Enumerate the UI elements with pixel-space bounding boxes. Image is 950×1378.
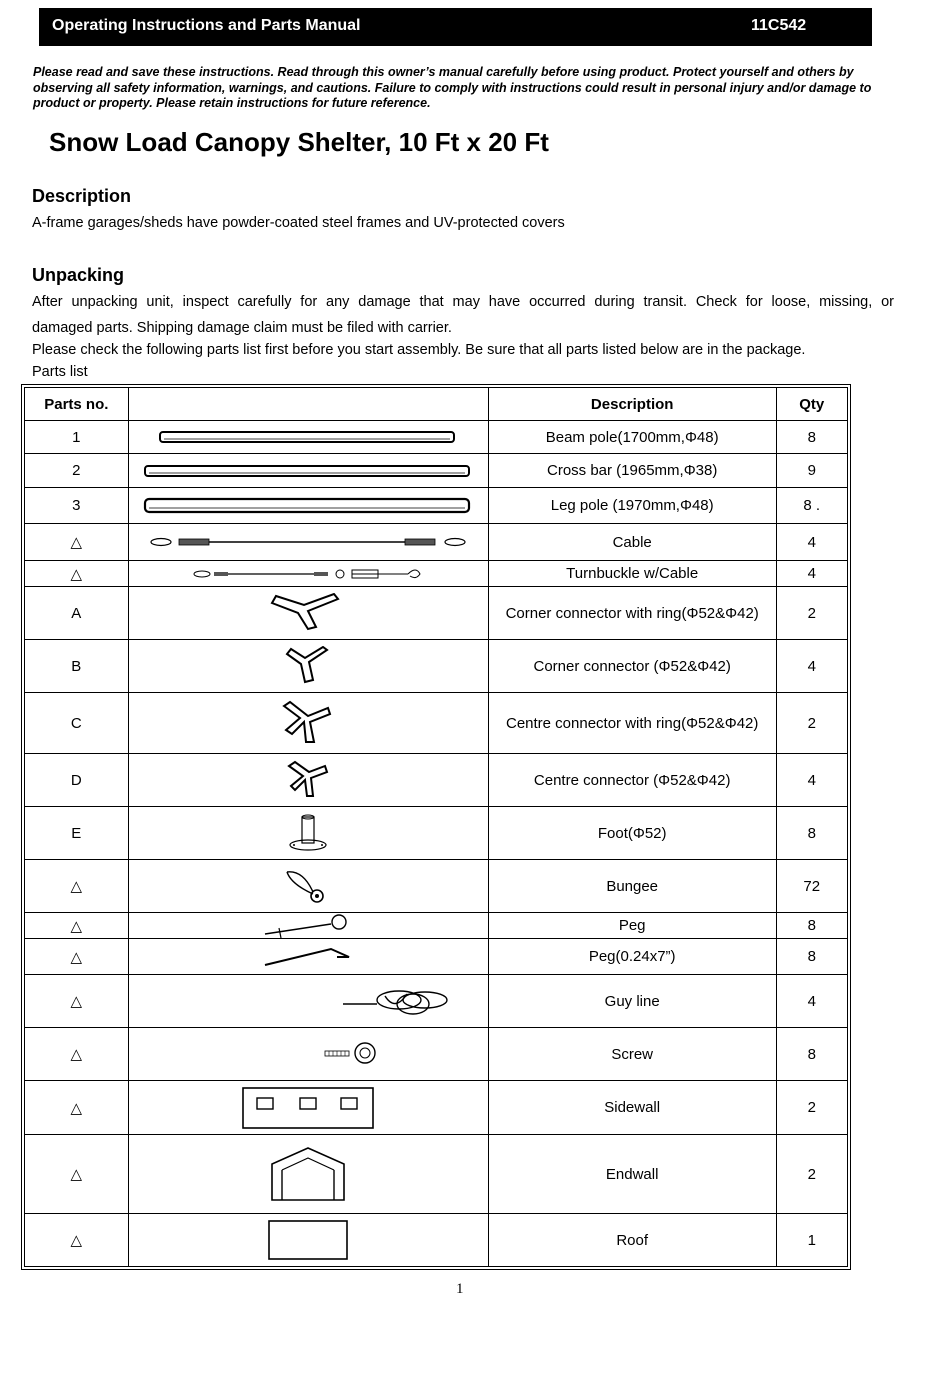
part-qty: 8 <box>776 421 847 454</box>
part-qty: 8 <box>776 1028 847 1081</box>
header-description: Description <box>488 388 776 421</box>
centre-connector-icon <box>285 760 331 800</box>
part-description: Centre connector (Φ52&Φ42) <box>488 754 776 807</box>
part-no: △ <box>25 913 129 939</box>
table-row <box>25 939 848 975</box>
endwall-icon <box>268 1144 348 1204</box>
part-description: Peg(0.24x7”) <box>488 939 776 975</box>
part-no: B <box>25 640 129 693</box>
table-row <box>25 1081 848 1135</box>
table-row <box>25 524 848 561</box>
part-qty: 8 <box>776 939 847 975</box>
table-row <box>25 807 848 860</box>
bungee-icon <box>283 866 333 906</box>
beam-pole-icon <box>158 428 458 446</box>
guy-line-icon <box>163 984 453 1018</box>
page-number: 1 <box>456 1281 464 1297</box>
parts-list-label: Parts list <box>32 364 88 380</box>
part-qty: 8 . <box>776 488 847 524</box>
unpacking-line-2: damaged parts. Shipping damage claim must be filed with carrier. <box>32 320 452 336</box>
part-no: △ <box>25 975 129 1028</box>
part-description: Leg pole (1970mm,Φ48) <box>488 488 776 524</box>
part-no: 3 <box>25 488 129 524</box>
part-no: △ <box>25 860 129 913</box>
table-row <box>25 1214 848 1267</box>
part-no: △ <box>25 524 129 561</box>
part-description: Cable <box>488 524 776 561</box>
parts-table-frame <box>21 384 851 1270</box>
description-heading: Description <box>32 186 132 206</box>
part-no: △ <box>25 561 129 587</box>
part-description: Corner connector with ring(Φ52&Φ42) <box>488 587 776 640</box>
table-row <box>25 640 848 693</box>
part-description: Bungee <box>488 860 776 913</box>
table-row <box>25 860 848 913</box>
sidewall-icon <box>241 1086 375 1130</box>
part-description: Peg <box>488 913 776 939</box>
table-row <box>25 1028 848 1081</box>
table-row <box>25 913 848 939</box>
part-qty: 4 <box>776 975 847 1028</box>
peg-rod-icon <box>263 945 353 969</box>
screw-icon <box>233 1039 383 1069</box>
header-bar <box>39 8 872 46</box>
leg-pole-icon <box>143 496 473 516</box>
part-description: Roof <box>488 1214 776 1267</box>
part-no: △ <box>25 1214 129 1267</box>
cross-bar-icon <box>143 462 473 480</box>
unpacking-heading: Unpacking <box>32 265 125 285</box>
part-description: Foot(Φ52) <box>488 807 776 860</box>
intro-warning: Please read and save these instructions. Read through this owner’s manual carefully before using product. Protect yourself and others by observing all safety information, warnings, and cautions. Failure to comply with instructions could result in personal injury and/or damage to product or property. Please retain instructions for future reference. <box>33 65 872 110</box>
part-description: Beam pole(1700mm,Φ48) <box>488 421 776 454</box>
part-no: △ <box>25 1081 129 1135</box>
table-row <box>25 421 848 454</box>
part-no: 1 <box>25 421 129 454</box>
description-text: A-frame garages/sheds have powder-coated steel frames and UV-protected covers <box>32 215 565 231</box>
roof-icon <box>267 1219 349 1261</box>
part-no: △ <box>25 1028 129 1081</box>
table-row <box>25 1135 848 1214</box>
corner-connector-icon <box>283 646 333 686</box>
centre-connector-ring-icon <box>280 700 336 746</box>
header-qty: Qty <box>776 388 847 421</box>
part-description: Sidewall <box>488 1081 776 1135</box>
header-picture <box>128 388 488 421</box>
header-parts-no: Parts no. <box>25 388 129 421</box>
turnbuckle-cable-icon <box>188 567 428 581</box>
part-description: Guy line <box>488 975 776 1028</box>
part-qty: 4 <box>776 640 847 693</box>
part-no: C <box>25 693 129 754</box>
part-no: △ <box>25 1135 129 1214</box>
table-row <box>25 975 848 1028</box>
table-row <box>25 488 848 524</box>
part-description: Screw <box>488 1028 776 1081</box>
part-qty: 2 <box>776 1135 847 1214</box>
part-qty: 4 <box>776 524 847 561</box>
part-description: Centre connector with ring(Φ52&Φ42) <box>488 693 776 754</box>
part-qty: 8 <box>776 913 847 939</box>
part-qty: 2 <box>776 1081 847 1135</box>
product-title: Snow Load Canopy Shelter, 10 Ft x 20 Ft <box>49 127 549 157</box>
table-row <box>25 587 848 640</box>
unpacking-line-3: Please check the following parts list first before you start assembly. Be sure that all parts listed below are in the package. <box>32 342 806 358</box>
table-row <box>25 693 848 754</box>
parts-table <box>24 387 848 1267</box>
table-row <box>25 454 848 488</box>
part-qty: 72 <box>776 860 847 913</box>
part-no: △ <box>25 939 129 975</box>
part-no: D <box>25 754 129 807</box>
part-qty: 9 <box>776 454 847 488</box>
cable-icon <box>143 534 473 550</box>
corner-connector-ring-icon <box>268 593 348 633</box>
part-qty: 2 <box>776 693 847 754</box>
manual-title: Operating Instructions and Parts Manual <box>52 17 361 34</box>
table-row <box>25 561 848 587</box>
part-qty: 2 <box>776 587 847 640</box>
unpacking-line-1: After unpacking unit, inspect carefully for any damage that may have occurred during transit. Check for loose, missing, or <box>32 294 894 310</box>
foot-icon <box>286 813 330 853</box>
part-description: Endwall <box>488 1135 776 1214</box>
part-no: E <box>25 807 129 860</box>
part-qty: 8 <box>776 807 847 860</box>
part-description: Corner connector (Φ52&Φ42) <box>488 640 776 693</box>
table-row <box>25 754 848 807</box>
peg-icon <box>263 914 353 938</box>
part-description: Turnbuckle w/Cable <box>488 561 776 587</box>
part-no: 2 <box>25 454 129 488</box>
table-header-row <box>25 388 848 421</box>
part-no: A <box>25 587 129 640</box>
model-code: 11C542 <box>751 17 807 34</box>
part-description: Cross bar (1965mm,Φ38) <box>488 454 776 488</box>
part-qty: 4 <box>776 561 847 587</box>
part-qty: 1 <box>776 1214 847 1267</box>
part-qty: 4 <box>776 754 847 807</box>
